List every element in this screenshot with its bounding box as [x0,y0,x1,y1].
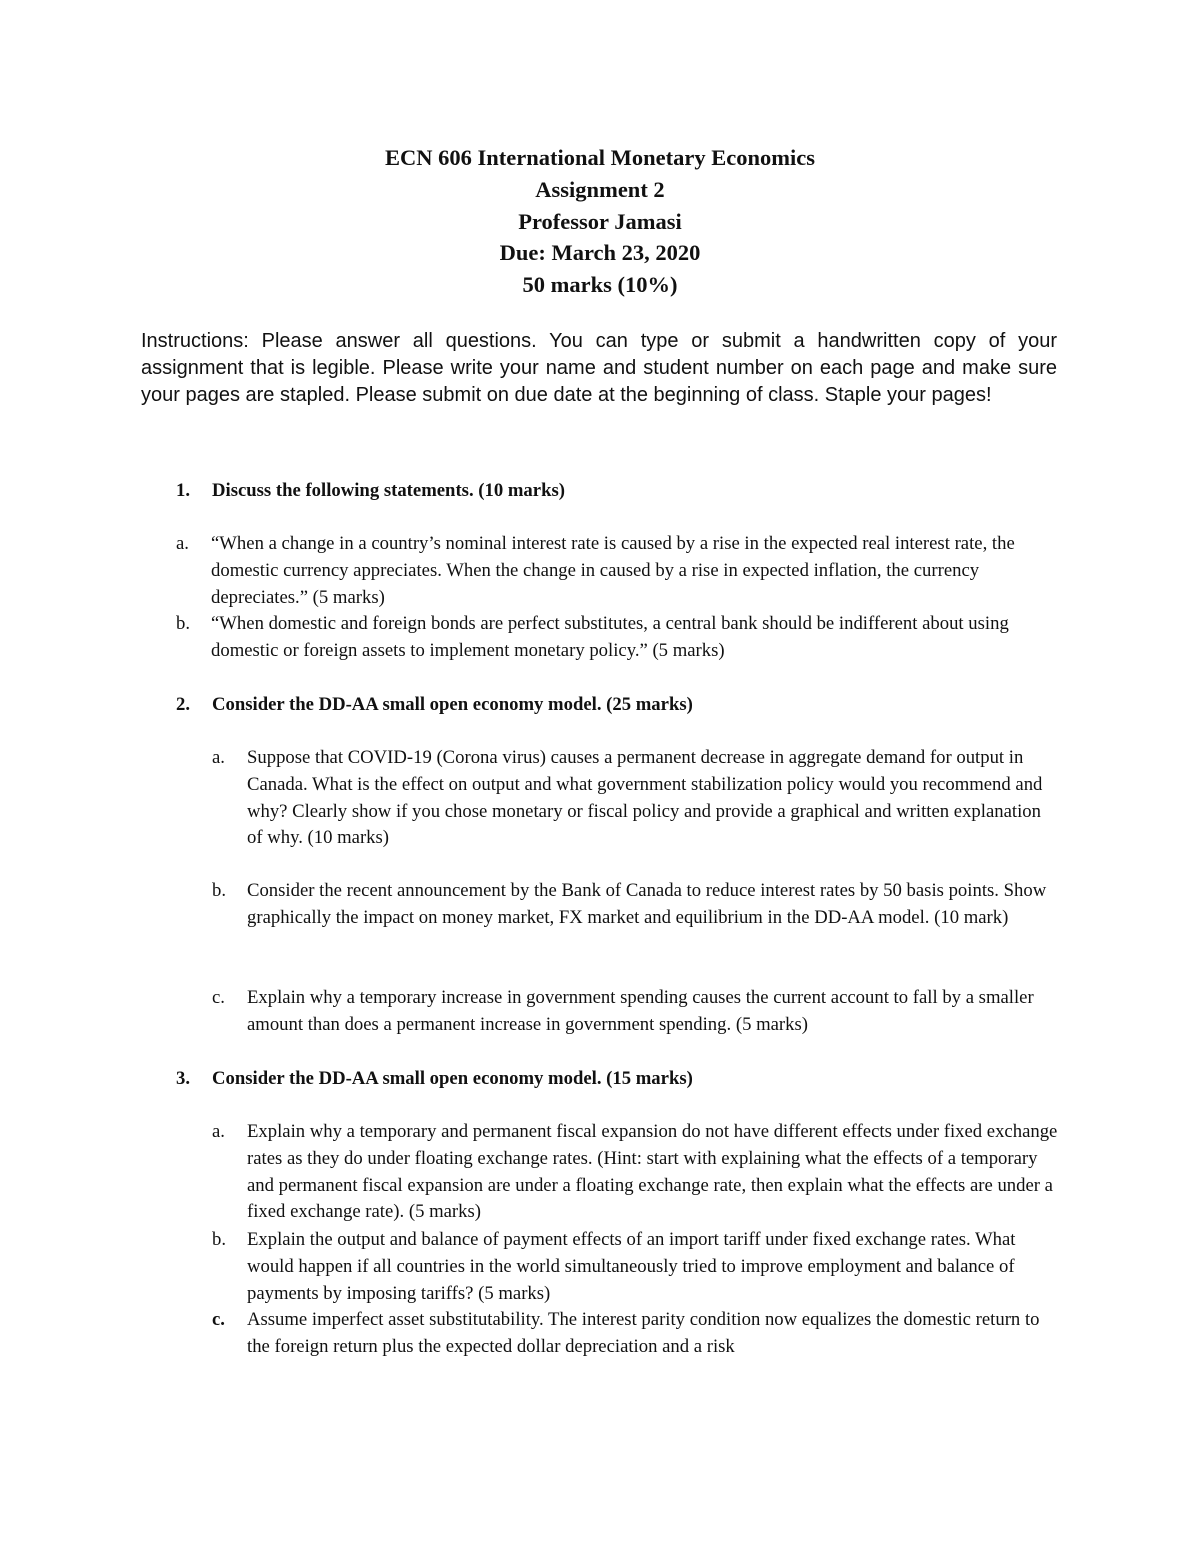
instructions-paragraph: Instructions: Please answer all questions. You can type or submit a handwritten copy of your assignment that is legible. Please write your name and student number on each page and make sure your pages are stapled. Please submit on due date at the beginning of class. Staple your pages! [141,330,1057,406]
part-letter: b. [176,613,191,634]
part-text: Explain why a temporary and permanent fiscal expansion do not have different effects under fixed exchange rates as they do under floating exchange rates. (Hint: start with explaining what the effects of a temporary and permanent fiscal expansion are under a floating exchange rate, then explain what the effects are under a fixed exchange rate). (5 marks) [247,1121,1058,1223]
part-letter: b. [212,1229,227,1250]
total-marks: 50 marks (10%) [522,272,678,298]
assignment-title: Assignment 2 [535,176,665,202]
part-letter: c. [212,987,225,1008]
part-text: Suppose that COVID-19 (Corona virus) causes a permanent decrease in aggregate demand for output in Canada. What is the effect on output and what government stabilization policy would you recommend and why? Clearly show if you chose monetary or fiscal policy and provide a graphical and written explanation of why. (10 marks) [247,747,1043,849]
part-text: Explain the output and balance of payment effects of an import tariff under fixed exchange rates. What would happen if all countries in the world simultaneously tried to improve employment and balance of payments by imposing tariffs? (5 marks) [247,1229,1016,1304]
part-text: Explain why a temporary increase in government spending causes the current account to fall by a smaller amount than does a permanent increase in government spending. (5 marks) [247,987,1034,1035]
part-letter: a. [176,533,189,554]
title-block [0,142,1200,301]
question-number: 2. [176,694,191,715]
question-text: Discuss the following statements. (10 marks) [212,480,565,501]
due-date: Due: March 23, 2020 [499,240,701,266]
part-text: “When domestic and foreign bonds are perfect substitutes, a central bank should be indifferent about using domestic or foreign assets to implement monetary policy.” (5 marks) [211,613,1009,661]
question-text: Consider the DD-AA small open economy model. (25 marks) [212,694,693,715]
question-text: Consider the DD-AA small open economy model. (15 marks) [212,1068,693,1089]
professor-name: Professor Jamasi [518,208,682,234]
course-title: ECN 606 International Monetary Economics [385,145,815,170]
question-number: 1. [176,480,191,501]
part-letter: a. [212,1121,225,1142]
part-letter: a. [212,747,225,768]
part-text: Assume imperfect asset substitutability. The interest parity condition now equalizes the domestic return to the foreign return plus the expected dollar depreciation and a risk [247,1309,1040,1357]
part-text: Consider the recent announcement by the Bank of Canada to reduce interest rates by 50 basis points. Show graphically the impact on money market, FX market and equilibrium in the DD-AA model. (10 mark) [247,880,1047,928]
part-text: “When a change in a country’s nominal interest rate is caused by a rise in the expected real interest rate, the domestic currency appreciates. When the change in caused by a rise in expected inflation, the currency depreciates.” (5 marks) [211,533,1015,608]
part-letter: b. [212,880,227,901]
part-letter: c. [212,1309,225,1330]
question-number: 3. [176,1068,191,1089]
